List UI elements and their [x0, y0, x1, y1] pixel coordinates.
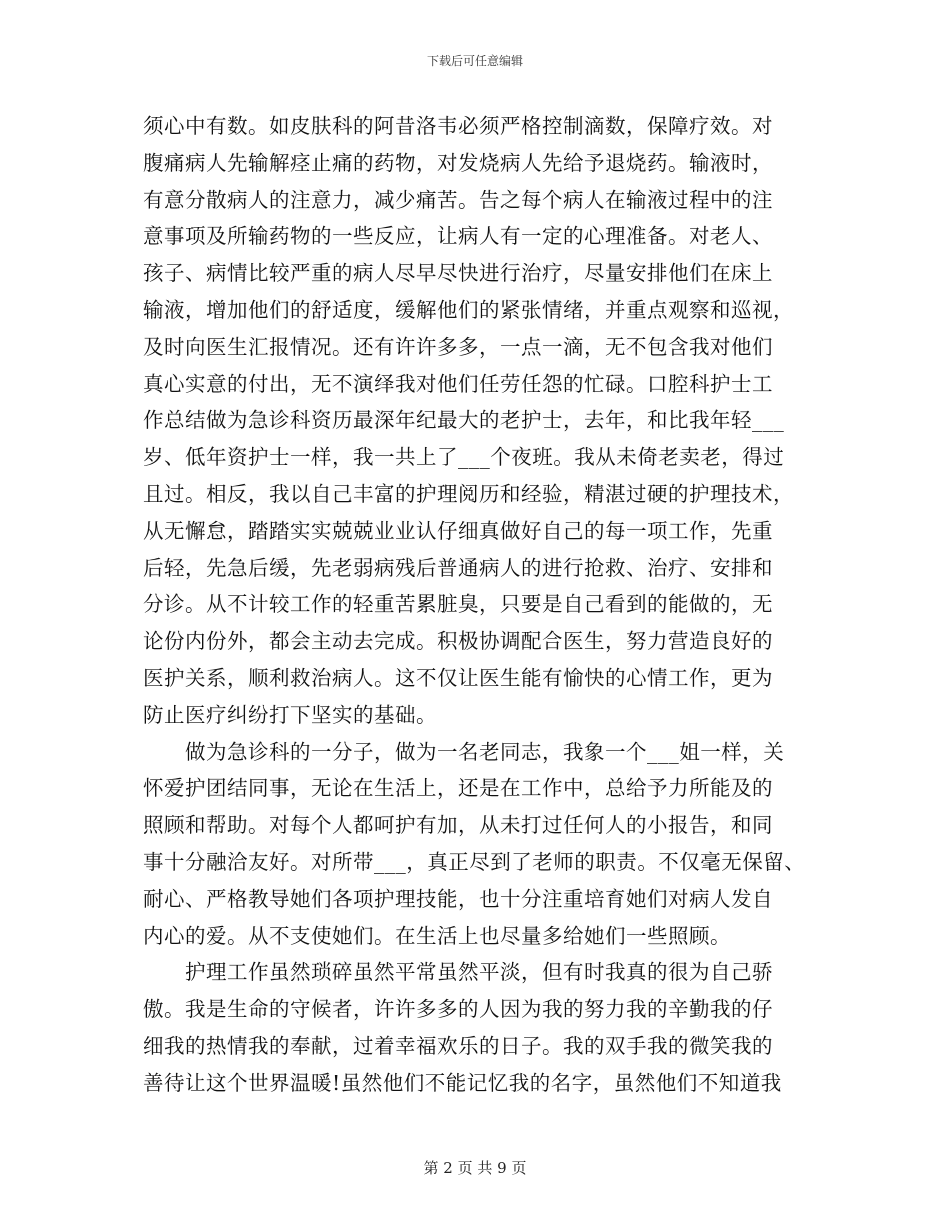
text-line: 有意分散病人的注意力，减少痛苦。告之每个病人在输液过程中的注: [143, 187, 773, 212]
text-line: 及时向医生汇报情况。还有许许多多，一点一滴，无不包含我对他们: [143, 334, 773, 359]
text-line: 输液，增加他们的舒适度，缓解他们的紧张情绪，并重点观察和巡视，: [143, 297, 794, 322]
text-line: 内心的爱。从不支使她们。在生活上也尽量多给她们一些照顾。: [143, 923, 731, 948]
text-line: 孩子、病情比较严重的病人尽早尽快进行治疗，尽量安排他们在床上: [143, 261, 773, 286]
paragraph-start-line: 护理工作虽然琐碎虽然平常虽然平淡，但有时我真的很为自己骄: [185, 960, 773, 985]
text-line: 岁、低年资护士一样，我一共上了___个夜班。我从未倚老卖老，得过: [143, 445, 785, 470]
text-line: 腹痛病人先输解痉止痛的药物，对发烧病人先给予退烧药。输液时，: [143, 150, 773, 175]
text-line: 医护关系，顺利救治病人。这不仅让医生能有愉快的心情工作，更为: [143, 665, 773, 690]
text-line: 耐心、严格教导她们各项护理技能，也十分注重培育她们对病人发自: [143, 886, 773, 911]
text-line: 善待让这个世界温暖!虽然他们不能记忆我的名字，虽然他们不知道我: [143, 1070, 782, 1095]
text-line: 后轻，先急后缓，先老弱病残后普通病人的进行抢救、治疗、安排和: [143, 555, 773, 580]
text-line: 分诊。从不计较工作的轻重苦累脏臭，只要是自己看到的能做的，无: [143, 592, 773, 617]
page-number: 第 2 页 共 9 页: [423, 1159, 527, 1177]
text-line: 细我的热情我的奉献，过着幸福欢乐的日子。我的双手我的微笑我的: [143, 1033, 773, 1058]
text-line: 事十分融洽友好。对所带___，真正尽到了老师的职责。不仅毫无保留、: [143, 849, 806, 874]
text-line: 且过。相反，我以自己丰富的护理阅历和经验，精湛过硬的护理技术，: [143, 481, 794, 506]
text-line: 意事项及所输药物的一些反应，让病人有一定的心理准备。对老人、: [143, 224, 773, 249]
text-line: 作总结做为急诊科资历最深年纪最大的老护士，去年，和比我年轻___: [143, 408, 785, 433]
text-line: 照顾和帮助。对每个人都呵护有加，从未打过任何人的小报告，和同: [143, 813, 773, 838]
text-line: 傲。我是生命的守候者，许许多多的人因为我的努力我的辛勤我的仔: [143, 997, 773, 1022]
text-line: 防止医疗纠纷打下坚实的基础。: [143, 702, 437, 727]
text-line: 须心中有数。如皮肤科的阿昔洛韦必须严格控制滴数，保障疗效。对: [143, 114, 773, 138]
text-line: 真心实意的付出，无不演绎我对他们任劳任怨的忙碌。口腔科护士工: [143, 371, 773, 396]
text-line: 从无懈怠，踏踏实实兢兢业业认仔细真做好自己的每一项工作，先重: [143, 518, 773, 543]
document-body: [143, 108, 823, 1102]
text-line: 论份内份外，都会主动去完成。积极协调配合医生，努力营造良好的: [143, 629, 773, 654]
paragraph-start-line: 做为急诊科的一分子，做为一名老同志，我象一个___姐一样，关: [185, 739, 785, 764]
page-header: 下载后可任意编辑: [426, 54, 523, 68]
text-line: 怀爱护团结同事，无论在生活上，还是在工作中，总给予力所能及的: [143, 776, 773, 801]
